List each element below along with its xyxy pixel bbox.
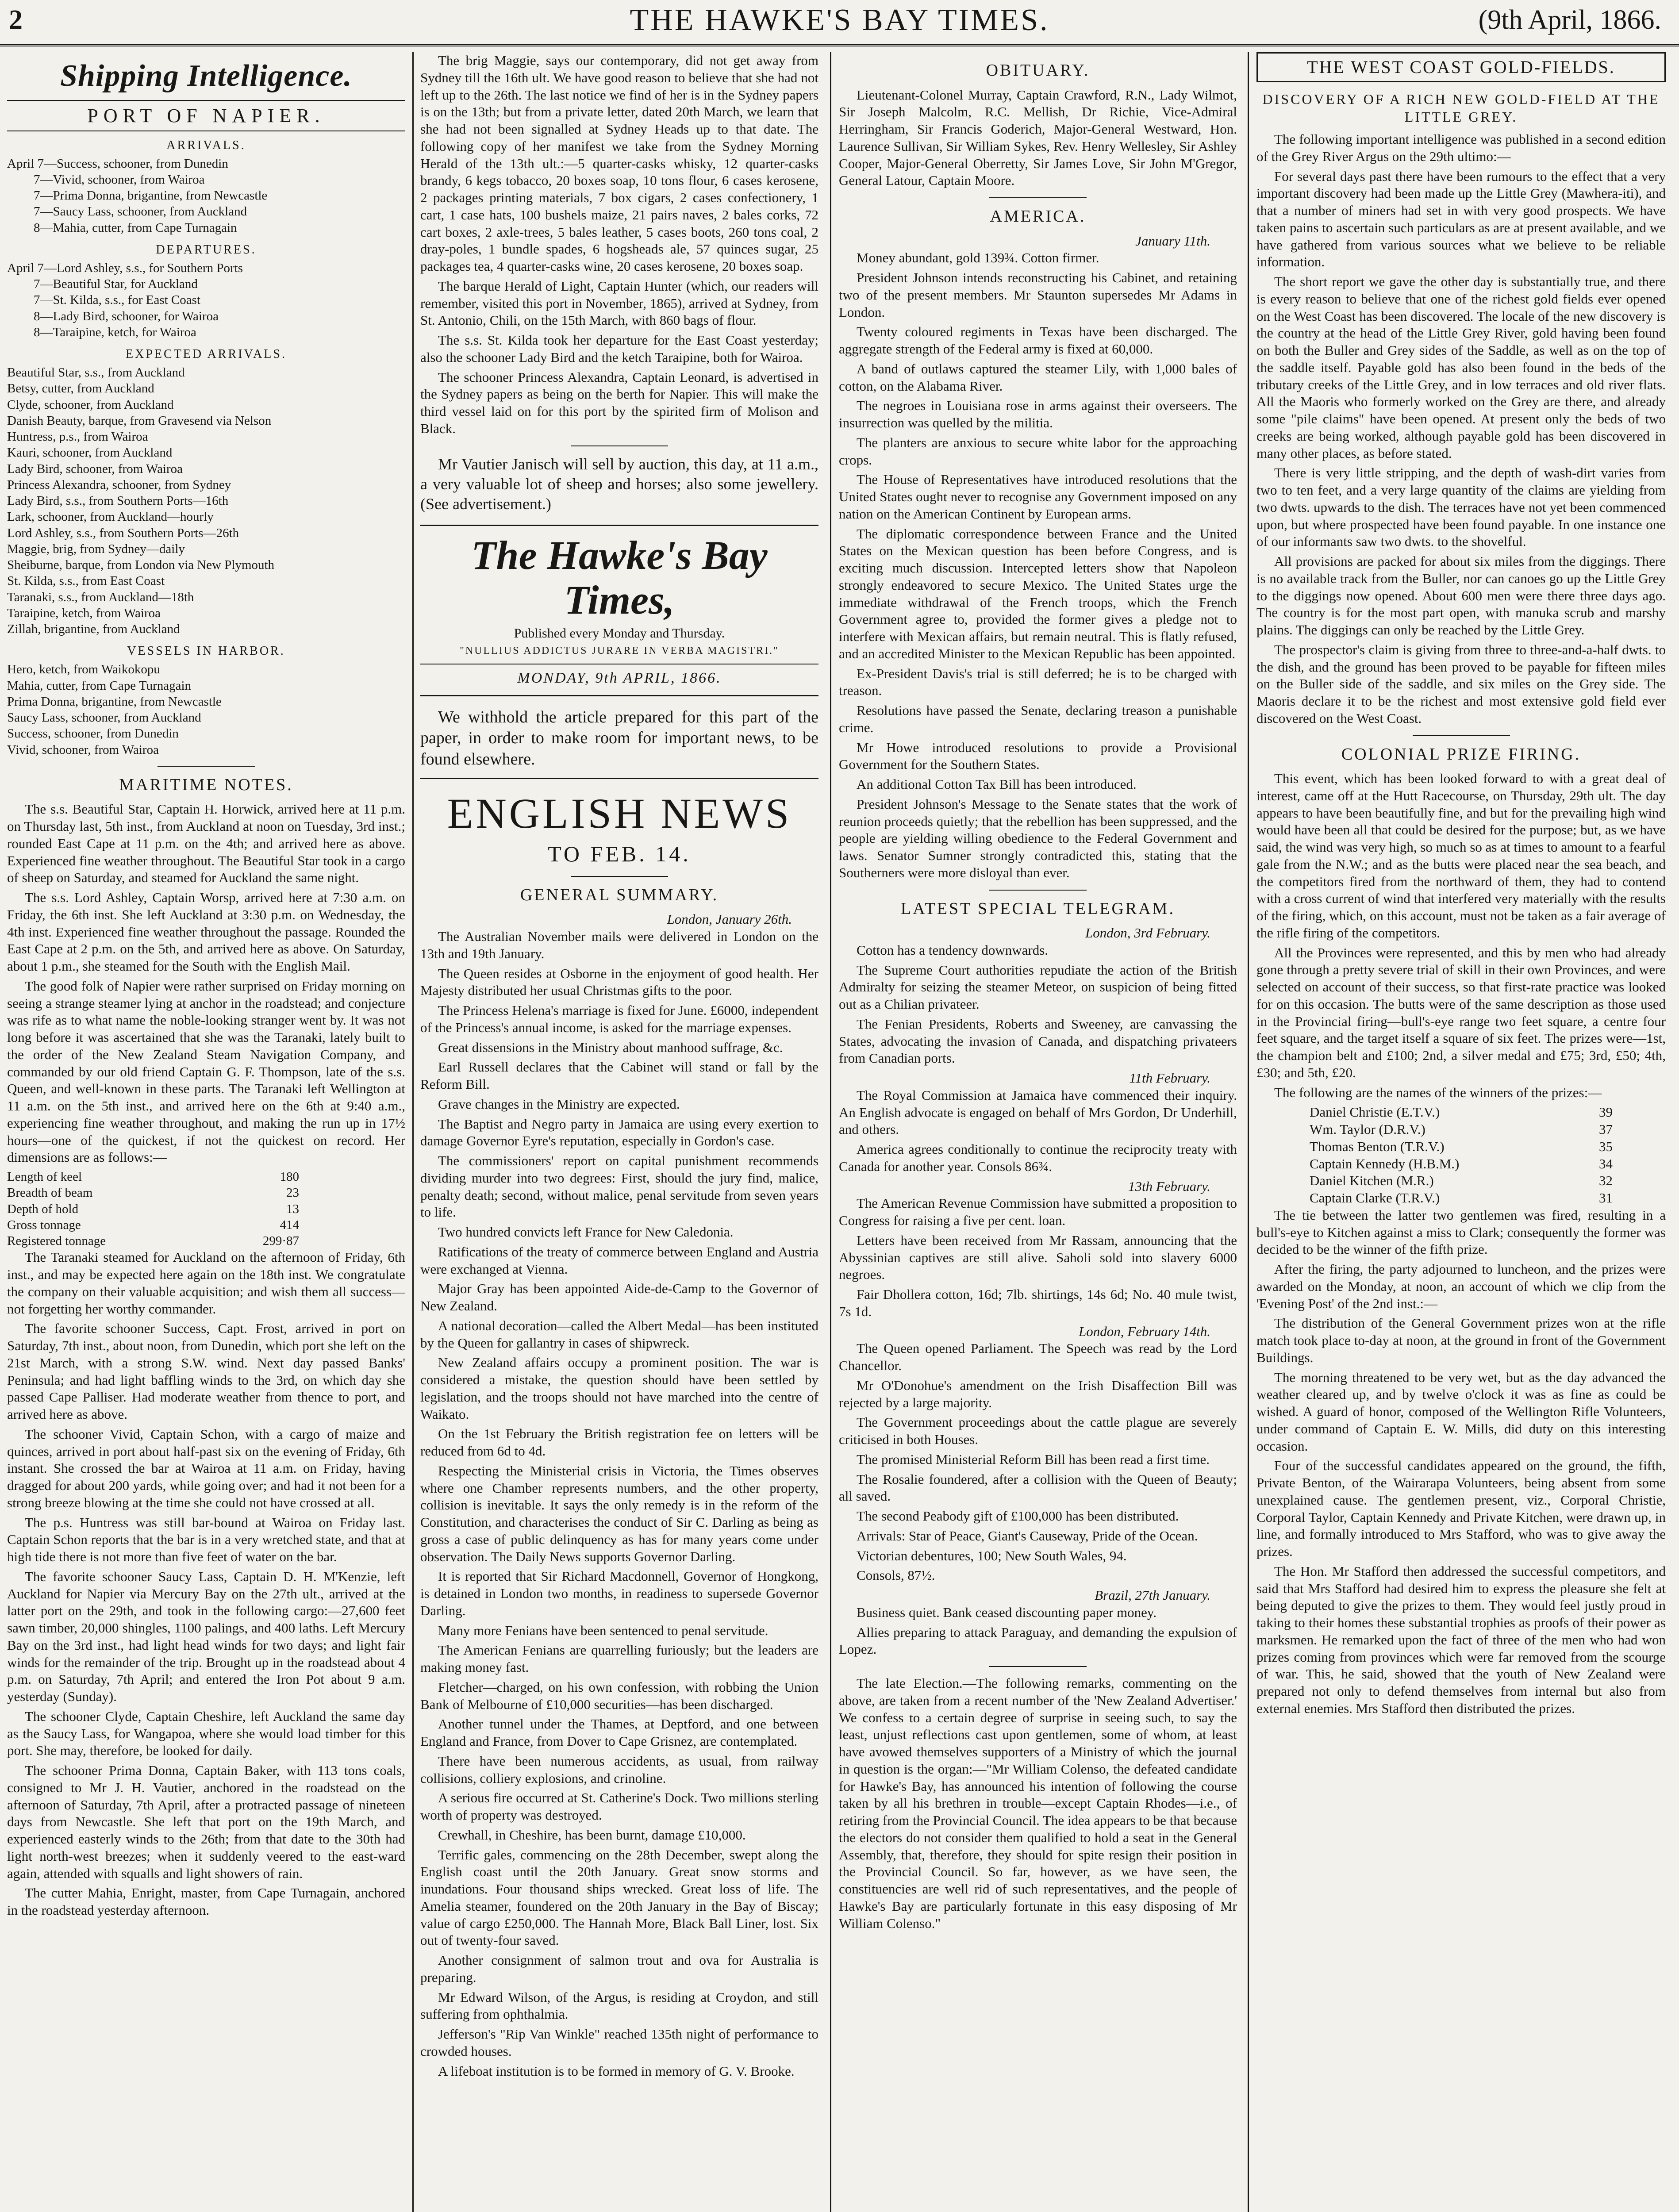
maritime-title: MARITIME NOTES. <box>119 775 293 794</box>
news-item: Grave changes in the Ministry are expected. <box>438 1096 680 1112</box>
news-item: The American Fenians are quarrelling furiously; but the leaders are making money fast. <box>420 1642 818 1675</box>
news-item: The negroes in Louisiana rose in arms against their overseers. The insurrection was quelled by the militia. <box>839 398 1237 430</box>
table-row: Wm. Taylor (D.R.V.) 37 <box>1310 1121 1613 1137</box>
list-item: Vivid, schooner, from Wairoa <box>7 742 159 757</box>
article-paragraph: The morning threatened to be very wet, but as the day advanced the weather cleared up, and by twelve o'clock it was as fine as could be wished. A guard of honor, composed of the Wellington Rifle Volunteers, under command of Captain E. W. Mills, did duty on this interesting occasion. <box>1256 1369 1666 1454</box>
news-item: The Queen resides at Osborne in the enjoyment of good health. Her Majesty distributed her usual Christmas gifts to the poor. <box>420 965 818 998</box>
america-title: AMERICA. <box>990 207 1086 226</box>
list-item: Danish Beauty, barque, from Gravesend via Nelson <box>7 413 272 428</box>
article-paragraph: The cutter Mahia, Enright, master, from Cape Turnagain, anchored in the roadstead yesterday afternoon. <box>7 1885 405 1918</box>
expected-list <box>7 365 405 637</box>
article-paragraph: The distribution of the General Government prizes won at the rifle match took place to-day at noon, at the ground in front of the Government Buildings. <box>1256 1315 1666 1365</box>
news-item: Allies preparing to attack Paraguay, and demanding the expulsion of Lopez. <box>839 1624 1237 1657</box>
prize-firing-title: COLONIAL PRIZE FIRING. <box>1341 745 1581 764</box>
news-item: The diplomatic correspondence between France and the United States on the Mexican question has been before Congress, and is exciting much discussion. Intercepted letters show that Napoleon strongly endeavored to secure Mexico. The United States urge the immediate withdrawal of the French troops, which the French Government agree to, provided the former gives a pledge not to interfere with Mexican affairs, but remain neutral. This is flatly refused, and an accredited Minister to the Mexican Republic has been appointed. <box>839 526 1237 661</box>
list-item: Huntress, p.s., from Wairoa <box>7 430 148 444</box>
article-paragraph: The brig Maggie, says our contemporary, did not get away from Sydney till the 16th ult. We have good reason to believe that she had not left up to the 26th. The last notice we find of her is in the Sydney papers is on the 13th; but from a private letter, dated 20th March, we learn that she had not been signalled at Sydney Heads up to that date. The following copy of her manifest we take from the Sydney Morning Herald of the 13th ult.:—5 quarter-casks whisky, 12 quarter-casks brandy, 6 kegs tobacco, 20 boxes soap, 10 tons flour, 6 cases kerosene, 2 packages printing materials, 7 box cigars, 2 cases confectionery, 1 cart, 1 case hats, 100 bushels maize, 21 pairs naves, 2 bales corks, 72 cart boxes, 2 axle-trees, 5 bales leather, 5 cases boots, 260 tons coal, 2 dray-poles, 1 bundle spades, 6 hogsheads ale, 57 quinces sugar, 25 packages tea, 4 quarter-casks wine, 20 cases kerosene, 20 boxes soap. <box>420 53 818 274</box>
list-item: St. Kilda, s.s., from East Coast <box>7 574 165 588</box>
dateline: Brazil, 27th January. <box>1095 1587 1210 1603</box>
dateline: London, January 26th. <box>667 911 792 927</box>
article-paragraph: The following are the names of the winners of the prizes:— <box>1274 1084 1602 1100</box>
column-rule <box>1248 52 1249 2212</box>
news-item: The American Revenue Commission have submitted a proposition to Congress for raising a five per cent. loan. <box>839 1195 1237 1228</box>
list-item: Success, schooner, from Dunedin <box>7 726 179 741</box>
goldfields-subtitle: DISCOVERY OF A RICH NEW GOLD-FIELD AT THE LITTLE GREY. <box>1262 91 1660 125</box>
article-paragraph: The schooner Clyde, Captain Cheshire, left Auckland the same day as the Saucy Lass, for Wangapoa, where she would load timber for this port. She may, therefore, be looked for daily. <box>7 1708 405 1759</box>
list-item: 7—St. Kilda, s.s., for East Coast <box>34 293 200 307</box>
news-item: Respecting the Ministerial crisis in Victoria, the Times observes where one Chamber represents numbers, and the other property, collision is inevitable. It says the only remedy is in the reform of the Constitution, and characterises the conduct of Sir C. Darling as being as gross a case of public delinquency as has for many years come under observation. The Daily News supports Governor Darling. <box>420 1463 818 1564</box>
telegram-title: LATEST SPECIAL TELEGRAM. <box>901 899 1175 918</box>
news-item: America agrees conditionally to continue the reciprocity treaty with Canada for another year. Consols 86¾. <box>839 1141 1237 1174</box>
news-item: A national decoration—called the Albert Medal—has been instituted by the Queen for gallantry in cases of shipwreck. <box>420 1317 818 1351</box>
news-item: The Rosalie foundered, after a collision with the Queen of Beauty; all saved. <box>839 1471 1237 1504</box>
list-item: Kauri, schooner, from Auckland <box>7 445 173 460</box>
page-number: 2 <box>9 5 23 35</box>
article-paragraph: The s.s. Beautiful Star, Captain H. Horwick, arrived here at 11 p.m. on Thursday last, 5th inst., from Auckland at noon on Tuesday, 3rd inst.; rounded East Cape at 11 p.m. on the 4th; and arrived here as above. Experienced fine weather throughout. The Beautiful Star took in a cargo of sheep on Saturday, and steamed for Auckland the same night. <box>7 801 405 886</box>
list-item: Hero, ketch, from Waikokopu <box>7 662 160 677</box>
list-item: 8—Mahia, cutter, from Cape Turnagain <box>34 220 237 235</box>
news-item: There have been numerous accidents, as usual, from railway collisions, colliery explosions, and crinoline. <box>420 1753 818 1786</box>
list-item: Prima Donna, brigantine, from Newcastle <box>7 694 222 709</box>
list-item: Lady Bird, schooner, from Wairoa <box>7 461 183 476</box>
news-item: Fair Dhollera cotton, 16d; 7lb. shirtings, 14s 6d; No. 40 mule twist, 7s 1d. <box>839 1286 1237 1319</box>
news-item: Crewhall, in Cheshire, has been burnt, damage £10,000. <box>438 1827 746 1843</box>
article-paragraph: The schooner Princess Alexandra, Captain Leonard, is advertised in the Sydney papers as being on the berth for Napier. This will make the third vessel laid on for this port by the spirited firm of Molison and Black. <box>420 369 818 436</box>
list-item: April 7—Success, schooner, from Dunedin <box>7 156 228 171</box>
article-paragraph: Four of the successful candidates appeared on the ground, the fifth, Private Benton, of the Wairarapa Volunteers, being absent from some unexplained cause. The gentlemen present, viz., Corporal Christie, Corporal Taylor, Captain Kennedy and Private Kitchen, were drawn up, in line, and formally introduced to Mrs Stafford, who was to give away the prizes. <box>1256 1458 1666 1559</box>
list-item: Lark, schooner, from Auckland—hourly <box>7 510 214 524</box>
news-item: New Zealand affairs occupy a prominent position. The war is considered a mistake, the question should have been settled by legislation, and the troops should not have marched into the centre of Waikato. <box>420 1355 818 1422</box>
dateline: London, 3rd February. <box>1085 925 1210 941</box>
column-3 <box>839 52 1237 2212</box>
article-paragraph: The favorite schooner Saucy Lass, Captain D. H. M'Kenzie, left Auckland for Napier via Mercury Bay on the 27th ult., arrived at the latter port on the 29th, and took in the following cargo:—27,600 feet sawn timber, 20,000 shingles, 1100 palings, and 400 laths. Left Mercury Bay on the 3rd inst., had light head winds for two days; and light fair winds for the remainder of the trip. Brought up in the roadstead about 4 p.m. on Saturday, 7th April; and entered the Iron Pot about 9 a.m. yesterday (Sunday). <box>7 1568 405 1704</box>
goldfields-title: THE WEST COAST GOLD-FIELDS. <box>1256 52 1666 82</box>
departures-title: DEPARTURES. <box>156 242 257 257</box>
list-item: 8—Taraipine, ketch, for Wairoa <box>34 325 196 339</box>
article-paragraph: The tie between the latter two gentlemen was fired, resulting in a bull's-eye to Kitchen against a miss to Clark; consequently the former was decided to be the winner of the fifth prize. <box>1256 1207 1666 1257</box>
news-item: An additional Cotton Tax Bill has been introduced. <box>857 776 1137 792</box>
news-item: Ratifications of the treaty of commerce between England and Austria were exchanged at Vienna. <box>420 1244 818 1277</box>
article-paragraph: The favorite schooner Success, Capt. Frost, arrived in port on Saturday, 7th inst., about noon, from Dunedin, which port she left on the 21st March, with a strong S.W. wind. Next day passed Banks' Peninsula; and had light baffling winds to the 3rd, on which day she passed Cape Palliser. Had moderate weather from thence to port, and arrived here as above. <box>7 1321 405 1422</box>
list-item: 7—Saucy Lass, schooner, from Auckland <box>34 204 247 219</box>
list-item: Maggie, brig, from Sydney—daily <box>7 541 185 556</box>
article-paragraph: After the firing, the party adjourned to luncheon, and the prizes were awarded on the Monday, at noon, an account of which we clip from the 'Evening Post' of the 2nd inst.:— <box>1256 1261 1666 1311</box>
running-title: THE HAWKE'S BAY TIMES. <box>630 3 1049 37</box>
article-paragraph: The Hon. Mr Stafford then addressed the successful competitors, and said that Mrs Stafford had desired him to express the pleasure she felt at being deputed to give the prizes to them. They would feel justly proud in taking to their homes these substantial trophies as proofs of their power as marksmen. He remarked upon the fact of three of the men who had won prizes coming from provinces which were far removed from the scourge of war. This, he said, showed that the youth of New Zealand were prepared not only to defend themselves from internal but also from external enemies. Mrs Stafford then distributed the prizes. <box>1256 1563 1666 1716</box>
paper-name: The Hawke's Bay Times, <box>471 532 768 622</box>
article-paragraph: The Taranaki steamed for Auckland on the afternoon of Friday, 6th inst., and may be expected here again on the 18th inst. We congratulate the company on their valuable acquisition; and wish them all success—not forgetting her worthy commander. <box>7 1249 405 1317</box>
news-item: On the 1st February the British registration fee on letters will be reduced from 6d to 4d. <box>420 1426 818 1459</box>
harbour-title: VESSELS IN HARBOR. <box>127 644 285 658</box>
news-item: Cotton has a tendency downwards. <box>857 942 1049 958</box>
news-item: The Baptist and Negro party in Jamaica are using every exertion to damage Governor Eyre's reputation, especially in Gordon's case. <box>420 1116 818 1149</box>
news-item: Jefferson's "Rip Van Winkle" reached 135th night of performance to crowded houses. <box>420 2026 818 2059</box>
news-item: A band of outlaws captured the steamer Lily, with 1,000 bales of cotton, on the Alabama River. <box>839 361 1237 394</box>
news-item: Mr O'Donohue's amendment on the Irish Disaffection Bill was rejected by a large majority. <box>839 1377 1237 1410</box>
news-item: Earl Russell declares that the Cabinet will stand or fall by the Reform Bill. <box>420 1059 818 1092</box>
news-item: Letters have been received from Mr Rassam, announcing that the Abyssinian captives are still alive. Saholi sold into slavery 6000 negroes. <box>839 1232 1237 1283</box>
news-item: Money abundant, gold 139¾. Cotton firmer. <box>857 250 1099 266</box>
table-row: Length of keel 180 <box>7 1170 299 1184</box>
news-item: The House of Representatives have introduced resolutions that the United States ought never to recognise any Government imposed on any nation on the American Continent by European arms. <box>839 472 1237 522</box>
article-paragraph: The prospector's claim is giving from three to three-and-a-half dwts. to the dish, and the ground has been proved to be payable for fifteen miles on the Buller side of the saddle, and six miles on the Grey side. The Maoris declare it to be the richest and most extensive gold field ever discovered on the West Coast. <box>1256 641 1666 726</box>
expected-title: EXPECTED ARRIVALS. <box>126 347 287 361</box>
news-item: The second Peabody gift of £100,000 has been distributed. <box>857 1508 1179 1524</box>
news-item: Ex-President Davis's trial is still deferred; he is to be charged with treason. <box>839 665 1237 699</box>
issue-dateline: MONDAY, 9th APRIL, 1866. <box>420 664 818 688</box>
masthead <box>0 0 1679 46</box>
news-item: The promised Ministerial Reform Bill has been read a first time. <box>857 1451 1210 1467</box>
news-item: The Fenian Presidents, Roberts and Sweeney, are canvassing the States, advocating the invasion of Canada, and dispatching privateers from Canadian ports. <box>839 1016 1237 1066</box>
column-2 <box>420 52 818 2212</box>
english-news-subheading: TO FEB. 14. <box>548 841 691 867</box>
news-item: President Johnson's Message to the Senate states that the work of reunion proceeds quietly; that the rebellion has been suppressed, and the people are yielding willing obedience to the Federal Government and laws. Senator Sumner strongly contradicted this, stating that the Southerners were more disloyal than ever. <box>839 796 1237 880</box>
news-item: A serious fire occurred at St. Catherine's Dock. Two millions sterling worth of property was destroyed. <box>420 1790 818 1823</box>
news-item: Resolutions have passed the Senate, declaring treason a punishable crime. <box>839 703 1237 735</box>
list-item: Lord Ashley, s.s., from Southern Ports—26th <box>7 526 239 540</box>
news-item: Consols, 87½. <box>857 1567 935 1583</box>
news-item: The Queen opened Parliament. The Speech was read by the Lord Chancellor. <box>839 1340 1237 1373</box>
table-row: Depth of hold 13 <box>7 1202 299 1216</box>
table-row: Thomas Benton (T.R.V.) 35 <box>1310 1138 1613 1154</box>
news-item: Another consignment of salmon trout and ova for Australia is preparing. <box>420 1952 818 1985</box>
article-paragraph: All provisions are packed for about six miles from the diggings. There is no available track from the Buller, nor can canoes go up the Little Grey to the diggings now opened. About 600 men were there three days ago. The country is for the most part open, with manuka scrub and marshy plains. The diggings can only be reached by the Little Grey. <box>1256 553 1666 637</box>
column-4 <box>1256 52 1666 2212</box>
divider <box>571 876 668 877</box>
news-item: Victorian debentures, 100; New South Wales, 94. <box>857 1548 1127 1563</box>
list-item: Princess Alexandra, schooner, from Sydney <box>7 477 231 492</box>
news-item: The Government proceedings about the cattle plague are severely criticised in both Houses. <box>839 1414 1237 1447</box>
list-item: Taraipine, ketch, from Wairoa <box>7 606 161 620</box>
divider <box>989 1666 1087 1667</box>
dateline: 13th February. <box>1128 1178 1210 1194</box>
list-item: Clyde, schooner, from Auckland <box>7 397 174 412</box>
news-item: Arrivals: Star of Peace, Giant's Causeway, Pride of the Ocean. <box>857 1528 1198 1544</box>
auction-notice: Mr Vautier Janisch will sell by auction, this day, at 11 a.m., a very valuable lot of sheep and horses; also some jewellery. (See advertisement.) <box>420 455 818 513</box>
list-item: Lady Bird, s.s., from Southern Ports—16th <box>7 494 229 508</box>
port-heading: PORT OF NAPIER. <box>7 100 405 131</box>
news-item: The planters are anxious to secure white labor for the approaching crops. <box>839 434 1237 468</box>
paper-motto: "NULLIUS ADDICTUS JURARE IN VERBA MAGISTRI." <box>460 645 779 657</box>
list-item: Saucy Lass, schooner, from Auckland <box>7 710 201 725</box>
arrivals-list <box>7 156 405 236</box>
article-paragraph: This event, which has been looked forward to with a great deal of interest, came off at the Hutt Racecourse, on Thursday, 29th ult. The day appears to have been beautifully fine, and but for the prevailing high wind would have been all that could be desired for the purpose; but, as we have said, the wind was very high, so much so as at times to amount to a fearful gale from the N.W.; and as the butts were placed near the sea beach, and the competitors fired from the northward of them, they had to contend with a cross current of wind that interfered very materially with the results of the firing, which, on this account, must not be taken as a fair average of the rifle firing of the competitors. <box>1256 771 1666 941</box>
summary-title: GENERAL SUMMARY. <box>520 885 719 904</box>
obituary-title: OBITUARY. <box>986 61 1090 80</box>
divider <box>989 197 1087 198</box>
list-item: 7—Prima Donna, brigantine, from Newcastle <box>34 188 268 203</box>
divider <box>158 766 255 767</box>
table-row: Gross tonnage 414 <box>7 1217 299 1232</box>
issue-date: (9th April, 1866. <box>1478 5 1661 35</box>
news-item: The Royal Commission at Jamaica have commenced their inquiry. An English advocate is engaged on behalf of Mrs Gordon, Dr Underhill, and others. <box>839 1087 1237 1137</box>
dateline: London, February 14th. <box>1079 1323 1210 1339</box>
column-rule <box>830 52 831 2212</box>
table-row: Daniel Christie (E.T.V.) 39 <box>1310 1104 1613 1120</box>
news-item: The Supreme Court authorities repudiate the action of the British Admiralty for seizing the steamer Meteor, on suspicion of being fitted out as a Chilian privateer. <box>839 962 1237 1012</box>
list-item: Taranaki, s.s., from Auckland—18th <box>7 590 194 604</box>
list-item: Zillah, brigantine, from Auckland <box>7 622 180 636</box>
article-paragraph: The schooner Vivid, Captain Schon, with a cargo of maize and quinces, arrived in port about half-past six on the evening of Friday, 6th instant. She crossed the bar at Wairoa at 11 a.m. on Friday, having dragged for about 200 yards, while going over; and had it not been for a strong breeze blowing at the time she could not have crossed at all. <box>7 1426 405 1510</box>
news-item: Two hundred convicts left France for New Caledonia. <box>438 1224 734 1240</box>
paper-title-block <box>420 525 818 696</box>
obituary-text: Lieutenant-Colonel Murray, Captain Crawford, R.N., Lady Wilmot, Sir Joseph Malcolm, R.C. Mellish, Dr Richie, Vice-Admiral Herringham, Sir Francis Goderich, Major-General Westward, Hon. Laurence Sullivan, Sir William Sykes, Rev. Henry Wellesley, Sir Ashley Cooper, Major-General Oberretty, Sir James Love, Sir John M'Gregor, General Latour, Captain Moore. <box>839 87 1237 188</box>
news-item: Business quiet. Bank ceased discounting paper money. <box>857 1604 1157 1620</box>
article-paragraph: The barque Herald of Light, Captain Hunter (which, our readers will remember, visited this port in November, 1865), arrived at Sydney, from St. Antonio, Chili, on the 15th March, with 860 bags of flour. <box>420 278 818 328</box>
dateline: 11th February. <box>1129 1070 1210 1086</box>
article-paragraph: The good folk of Napier were rather surprised on Friday morning on seeing a strange steamer lying at anchor in the roadstead; and conjecture was rife as to what name the noble-looking stranger went by. It was not long before it was ascertained that she was the Taranaki, lately built to the order of the New Zealand Steam Navigation Company, and commanded by our old friend Captain G. F. Thompson, late of the s.s. Queen, and well-known in these parts. The Taranaki left Wellington at 11 a.m. on the 5th inst., and arrived here on the 6th at 9:40 a.m., experiencing fine weather throughout, and making the run up in 17½ hours—one of the quickest, if not the quickest on record. Her dimensions are as follows:— <box>7 978 405 1165</box>
shipping-heading: Shipping Intelligence. <box>60 59 352 93</box>
news-item: Mr Edward Wilson, of the Argus, is residing at Croydon, and still suffering from ophthalmia. <box>420 1989 818 2022</box>
article-paragraph: The short report we gave the other day is substantially true, and there is every reason to believe that one of the richest gold fields ever opened on the West Coast has been discovered. The locale of the new discovery is the country at the head of the Little Grey River, gold having been found on both the Buller and Grey sides of the Saddle, as well as on the top of the saddle itself. Payable gold has also been found in the beds of the tributary creeks of the Little Grey, and in low terraces and old river flats. All the Maoris who formerly worked on the Grey are there, and already some "pile claims" have been opened. At present only the beds of two creeks are being worked, although payable gold has been discovered in many other places, as before stated. <box>1256 274 1666 461</box>
table-row: Daniel Kitchen (M.R.) 32 <box>1310 1173 1613 1189</box>
list-item: Sheiburne, barque, from London via New Plymouth <box>7 558 275 572</box>
news-item: The Princess Helena's marriage is fixed for June. £6000, independent of the Princess's annual income, is asked for the marriage expenses. <box>420 1002 818 1035</box>
article-paragraph: All the Provinces were represented, and this by men who had already gone through a pretty severe trial of skill in their own Provinces, and were selected on account of their success, so that first-rate practice was looked for on this occasion. The butts were of the same description as those used in the Provincial firing—bull's-eye range two feet square, a centre four feet square, and the target itself a square of six feet. The prizes were—1st, the champion belt and £100; 2nd, a silver medal and £75; 3rd, £50; 4th, £30; and 5th, £20. <box>1256 945 1666 1080</box>
list-item: April 7—Lord Ashley, s.s., for Southern Ports <box>7 261 243 275</box>
list-item: Beautiful Star, s.s., from Auckland <box>7 365 185 380</box>
news-item: Fletcher—charged, on his own confession, with robbing the Union Bank of Melbourne of £10,000 securities—has been discharged. <box>420 1679 818 1712</box>
column-rule <box>412 52 414 2212</box>
article-paragraph: For several days past there have been rumours to the effect that a very important discovery had been made up the Little Grey (Mawhera-iti), and that a number of miners had set in with very good prospects. We have taken pains to ascertain such particulars as are at present available, and we have gathered from various sources what we believe to be reliable information. <box>1256 168 1666 270</box>
news-item: Twenty coloured regiments in Texas have been discharged. The aggregate strength of the Federal army is fixed at 60,000. <box>839 324 1237 357</box>
news-item: Terrific gales, commencing on the 28th December, swept along the English coast until the 20th January. Great snow storms and inundations. Four thousand ships wrecked. Great loss of life. The Amelia steamer, foundered on the 20th January in the Bay of Biscay; value of cargo £250,000. The Hannah More, Black Ball Liner, lost. Six out of twenty-four saved. <box>420 1847 818 1948</box>
list-item: Betsy, cutter, from Auckland <box>7 381 154 396</box>
table-row: Breadth of beam 23 <box>7 1186 299 1200</box>
news-item: The commissioners' report on capital punishment recommends dividing murder into two degrees: First, should the jury find, malice, penalty death; second, without malice, penal servitude from seven years to life. <box>420 1153 818 1220</box>
table-row: Registered tonnage 299·87 <box>7 1234 299 1248</box>
divider <box>989 890 1087 891</box>
article-paragraph: There is very little stripping, and the depth of wash-dirt varies from two to ten feet, and a very large quantity of the claims are yielding from two dwts. upwards to the dish. The terraces have not yet been commenced upon, but where prospected have been found payable. In one instance one of our informants saw two dwts. to the shovelful. <box>1256 465 1666 549</box>
news-item: Another tunnel under the Thames, at Deptford, and one between England and France, from Dover to Cape Grisnez, are contemplated. <box>420 1716 818 1749</box>
article-paragraph: The following important intelligence was published in a second edition of the Grey River Argus on the 29th ultimo:— <box>1256 131 1666 164</box>
news-item: The Australian November mails were delivered in London on the 13th and 19th January. <box>420 929 818 961</box>
list-item: 8—Lady Bird, schooner, for Wairoa <box>34 309 219 323</box>
arrivals-title: ARRIVALS. <box>166 138 246 152</box>
list-item: 7—Beautiful Star, for Auckland <box>34 277 198 291</box>
article-paragraph: The schooner Prima Donna, Captain Baker, with 113 tons coals, consigned to Mr J. H. Vautier, anchored in the roadstead on the afternoon of Saturday, 7th April, after a protracted passage of nineteen days from Newcastle. She left that port on the 19th March, and experienced easterly winds to the 26th; from that date to the 30th had light north-west breezes; when it suddenly veered to the east-ward again, attended with squalls and light showers of rain. <box>7 1763 405 1881</box>
news-item: A lifeboat institution is to be formed in memory of G. V. Brooke. <box>438 2063 795 2079</box>
news-item: Major Gray has been appointed Aide-de-Camp to the Governor of New Zealand. <box>420 1281 818 1314</box>
news-item: Great dissensions in the Ministry about manhood suffrage, &c. <box>438 1039 783 1055</box>
list-item: 7—Vivid, schooner, from Wairoa <box>34 172 205 187</box>
winners-list <box>1256 1104 1666 1207</box>
article-paragraph: The s.s. Lord Ashley, Captain Worsp, arrived here at 7:30 a.m. on Friday, the 6th inst. She left Auckland at 3:30 p.m. on Wednesday, the 4th inst. Experienced fine weather throughout the passage. Rounded the East Cape at 2 p.m. on the 5th, and arrived here as above. On Saturday, about 1 p.m., she steamed for the South with the English Mail. <box>7 890 405 974</box>
divider <box>571 445 668 446</box>
article-paragraph: The p.s. Huntress was still bar-bound at Wairoa on Friday last. Captain Schon reports that the bar is in a very wretched state, and that at high tide there is not more than five feet of water on the bar. <box>7 1514 405 1564</box>
editorial-notice: We withhold the article prepared for this part of the paper, in order to make room for important news, to be found elsewhere. <box>420 707 818 768</box>
table-row: Captain Clarke (T.R.V.) 31 <box>1310 1190 1613 1206</box>
departures-list <box>7 260 405 340</box>
news-item: Many more Fenians have been sentenced to penal servitude. <box>438 1622 768 1638</box>
list-item: Mahia, cutter, from Cape Turnagain <box>7 678 192 693</box>
english-news-heading: ENGLISH NEWS <box>420 778 818 840</box>
article-paragraph: The s.s. St. Kilda took her departure for the East Coast yesterday; also the schooner Lady Bird and the ketch Taraipine, both for Wairoa. <box>420 332 818 365</box>
column-1 <box>7 52 405 2212</box>
publication-schedule: Published every Monday and Thursday. <box>514 626 725 641</box>
harbour-list <box>7 661 405 758</box>
divider <box>1413 735 1510 736</box>
article-paragraph: The late Election.—The following remarks, commenting on the above, are taken from a recent number of the 'New Zealand Advertiser.' We confess to a certain degree of surprise in seeing such, to say the least, unjust reflections cast upon gentlemen, some of whom, at least have avowed themselves supporters of a Ministry of which the journal in question is the organ:—"Mr William Colenso, the defeated candidate for Hawke's Bay, has announced his intention of following the course taken by all his brethren in trouble—except Captain Rhodes—i.e., of retiring from the Provincial Council. The idea appears to be that because the electors do not consider them qualified to hold a seat in the General Assembly, that, therefore, they should for spite resign their position in the Provincial Council. So far, however, as we have seen, the constituencies are well rid of such representatives, and the people of Hawke's Bay are particularly fortunate in this easy disposing of Mr William Colenso." <box>839 1675 1237 1931</box>
news-item: President Johnson intends reconstructing his Cabinet, and retaining two of the present members. Mr Staunton supersedes Mr Adams in London. <box>839 270 1237 320</box>
news-item: It is reported that Sir Richard Macdonnell, Governor of Hongkong, is detained in London two months, in readiness to supersede Governor Darling. <box>420 1568 818 1618</box>
dateline: January 11th. <box>1135 233 1210 249</box>
news-item: Mr Howe introduced resolutions to provide a Provisional Government for the Southern States. <box>839 739 1237 772</box>
news-items <box>420 928 818 2080</box>
table-row: Captain Kennedy (H.B.M.) 34 <box>1310 1156 1613 1171</box>
dimensions-table <box>7 1169 405 1249</box>
